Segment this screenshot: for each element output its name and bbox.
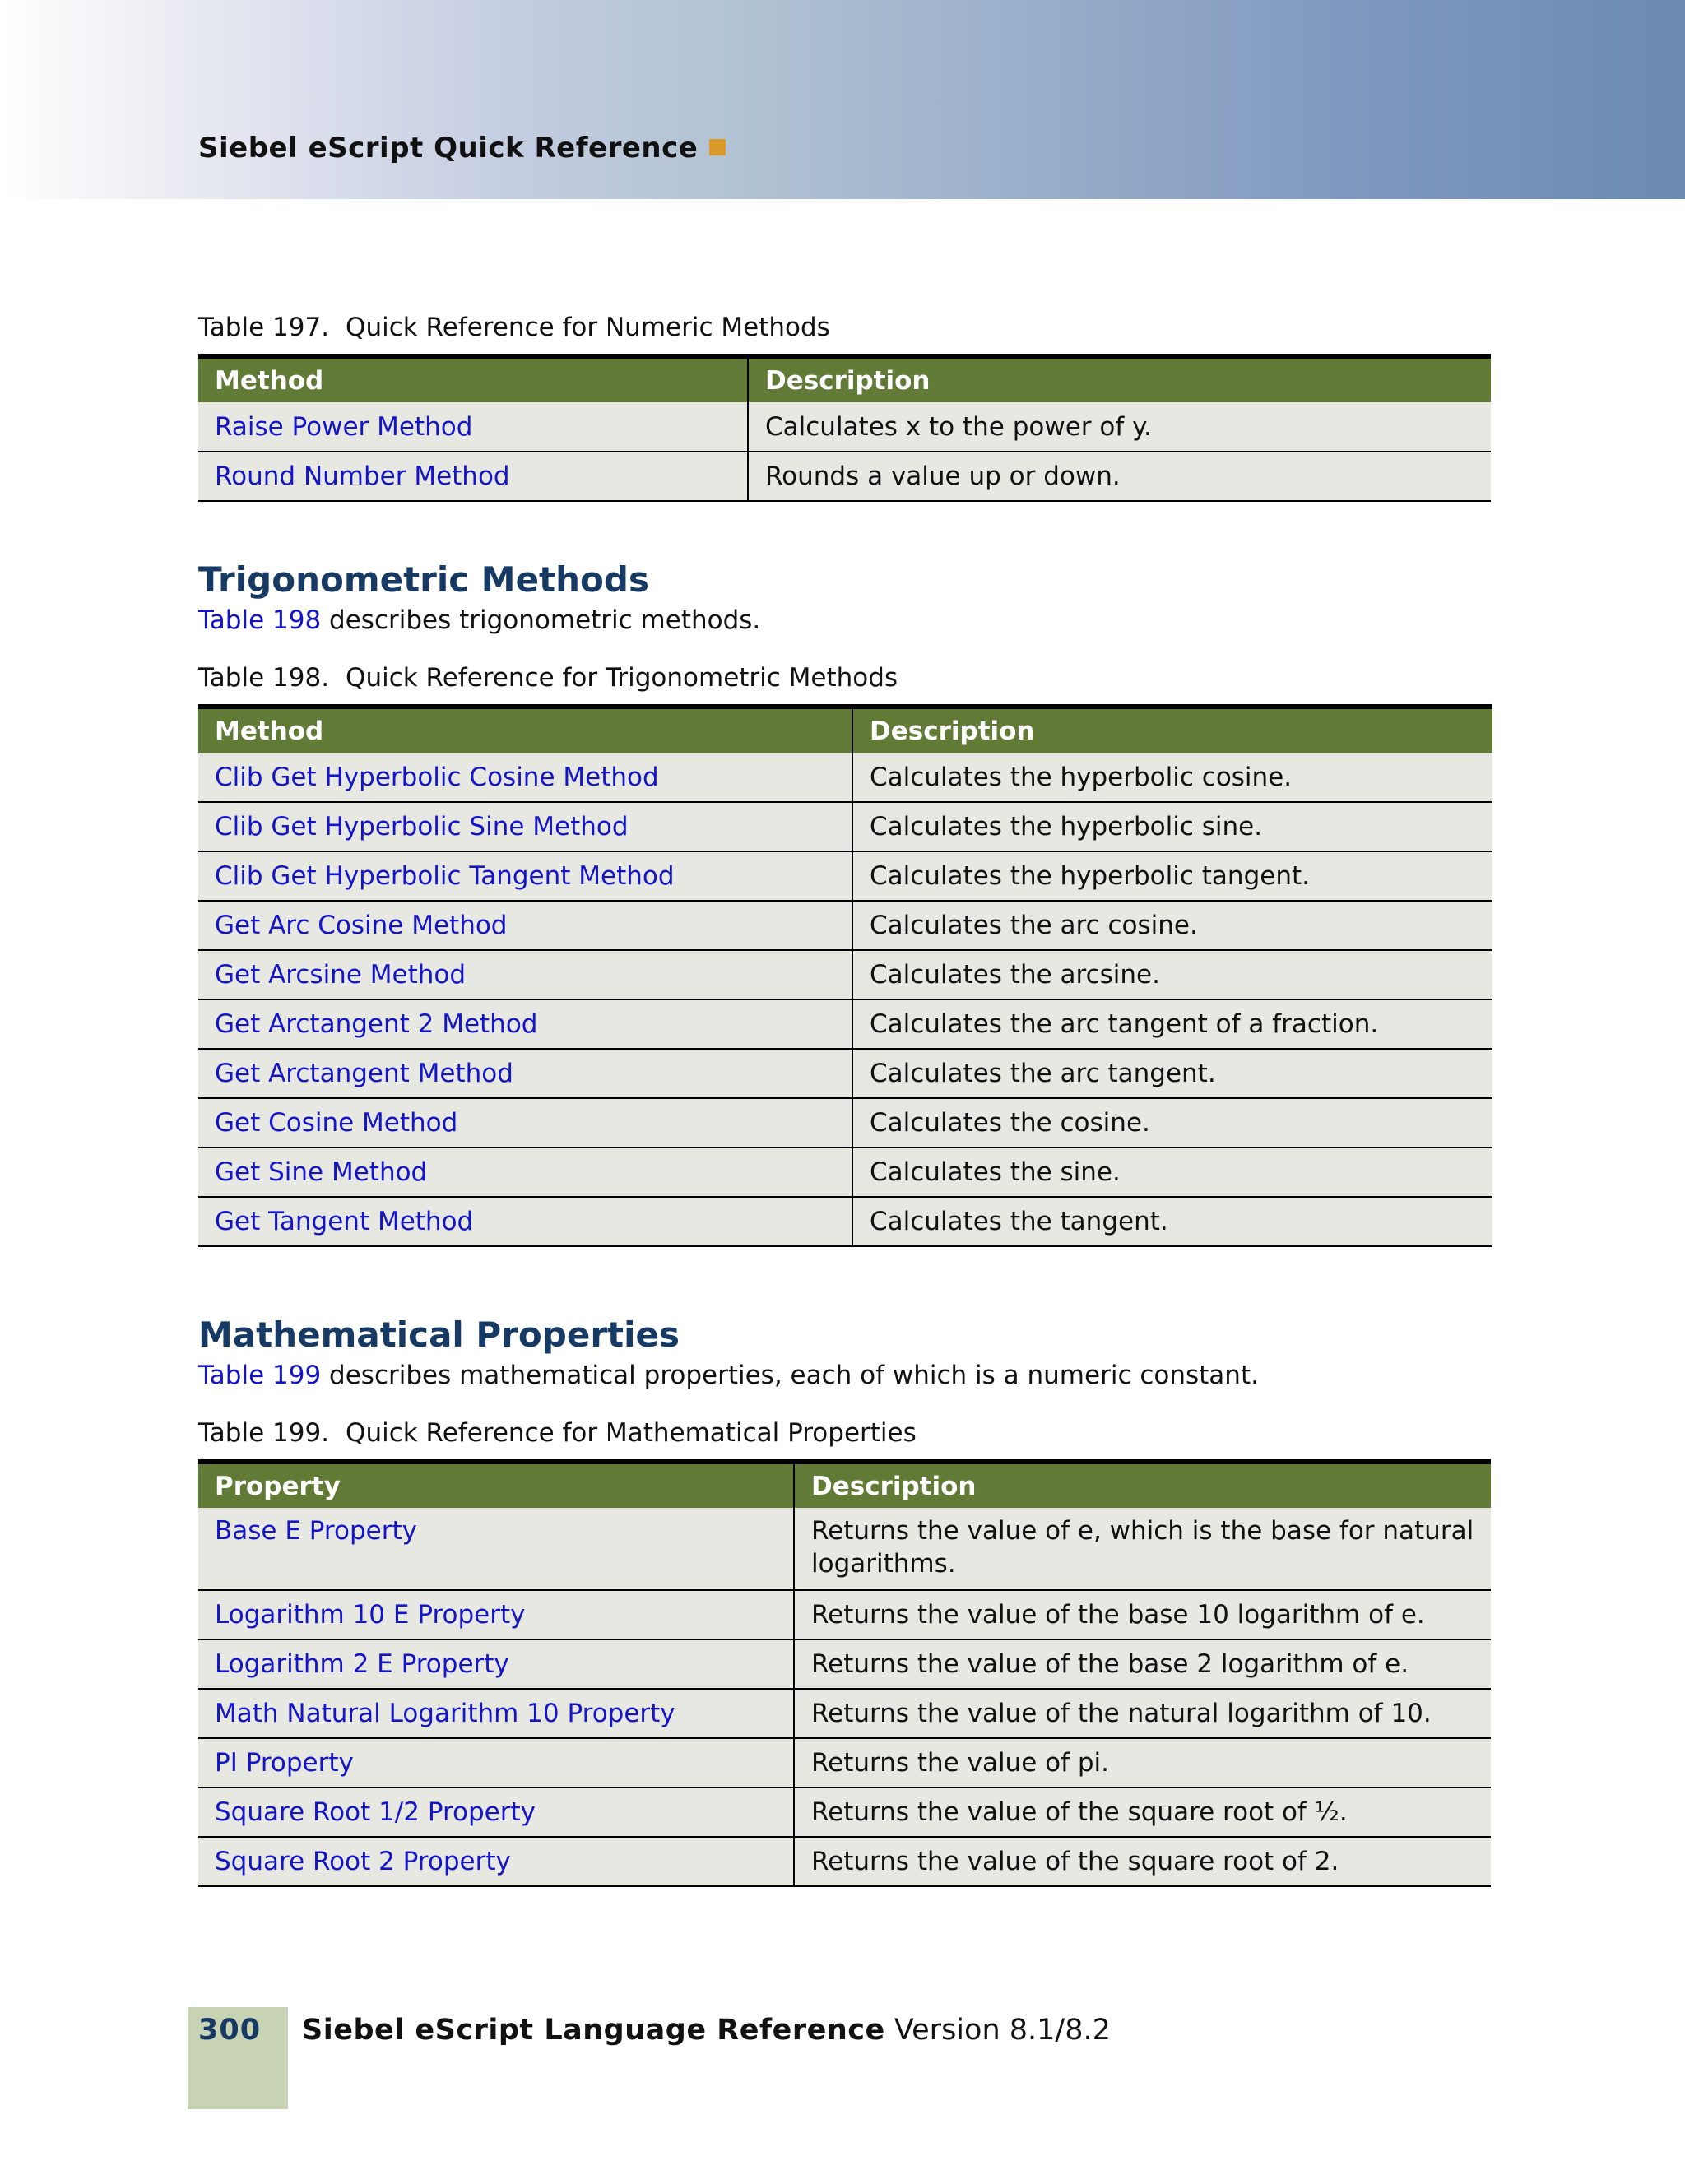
- description-cell: Calculates the hyperbolic sine.: [852, 802, 1492, 851]
- description-cell: Returns the value of the natural logarithm of 10.: [794, 1689, 1491, 1738]
- table-row: [198, 1788, 1491, 1837]
- description-cell: Calculates the sine.: [852, 1148, 1492, 1197]
- method-link[interactable]: Clib Get Hyperbolic Sine Method: [198, 802, 852, 851]
- book-title: Siebel eScript Language Reference: [302, 2014, 885, 2047]
- method-link[interactable]: Get Arc Cosine Method: [198, 901, 852, 950]
- section-heading-mathematical: Mathematical Properties: [198, 1315, 680, 1355]
- property-link[interactable]: Square Root 2 Property: [198, 1837, 794, 1886]
- description-cell: Calculates the hyperbolic tangent.: [852, 851, 1492, 901]
- property-link[interactable]: Square Root 1/2 Property: [198, 1788, 794, 1837]
- book-version: Version 8.1/8.2: [884, 2014, 1111, 2047]
- description-cell: Returns the value of the square root of ½.: [794, 1788, 1491, 1837]
- table-198-caption: [198, 663, 898, 693]
- table-row: [198, 1837, 1491, 1886]
- property-link[interactable]: Logarithm 10 E Property: [198, 1590, 794, 1639]
- table-row: [198, 1049, 1492, 1098]
- trig-intro: [198, 605, 760, 635]
- description-cell: Returns the value of pi.: [794, 1738, 1491, 1788]
- description-cell: Calculates the arc cosine.: [852, 901, 1492, 950]
- method-link[interactable]: Clib Get Hyperbolic Tangent Method: [198, 851, 852, 901]
- description-cell: Calculates the arc tangent.: [852, 1049, 1492, 1098]
- page-number: 300: [198, 2014, 262, 2047]
- table-199-number: Table 199.: [198, 1418, 330, 1448]
- description-cell: Returns the value of the base 10 logarithm of e.: [794, 1590, 1491, 1639]
- table-197-caption: [198, 313, 830, 342]
- table-197-number: Table 197.: [198, 313, 330, 342]
- table-header-row: [198, 1462, 1491, 1508]
- description-cell: Calculates x to the power of y.: [748, 402, 1491, 452]
- description-cell: Returns the value of the base 2 logarithm of e.: [794, 1639, 1491, 1689]
- property-link[interactable]: Logarithm 2 E Property: [198, 1639, 794, 1689]
- table-row: [198, 851, 1492, 901]
- table-199-caption: [198, 1418, 917, 1448]
- description-cell: Calculates the arcsine.: [852, 950, 1492, 999]
- table-row: [198, 999, 1492, 1049]
- table-198: [198, 704, 1492, 1247]
- section-heading-trigonometric: Trigonometric Methods: [198, 559, 649, 600]
- method-link[interactable]: Get Arctangent 2 Method: [198, 999, 852, 1049]
- description-cell: Rounds a value up or down.: [748, 452, 1491, 501]
- table-row: [198, 452, 1491, 501]
- table-row: [198, 1689, 1491, 1738]
- table-198-link[interactable]: Table 198: [198, 605, 322, 635]
- table-198-title: Quick Reference for Trigonometric Methods: [346, 663, 898, 693]
- method-link[interactable]: Get Cosine Method: [198, 1098, 852, 1148]
- math-intro: [198, 1361, 1259, 1390]
- table-row: [198, 901, 1492, 950]
- description-cell: Calculates the cosine.: [852, 1098, 1492, 1148]
- description-cell: Calculates the tangent.: [852, 1197, 1492, 1246]
- column-header: Description: [794, 1462, 1491, 1508]
- table-row: [198, 1197, 1492, 1246]
- column-header: Description: [852, 707, 1492, 753]
- table-row: [198, 1098, 1492, 1148]
- column-header: Method: [198, 356, 748, 402]
- method-link[interactable]: Get Arcsine Method: [198, 950, 852, 999]
- table-row: [198, 1148, 1492, 1197]
- column-header: Method: [198, 707, 852, 753]
- method-link[interactable]: Clib Get Hyperbolic Cosine Method: [198, 753, 852, 802]
- property-link[interactable]: Math Natural Logarithm 10 Property: [198, 1689, 794, 1738]
- footer-title: [302, 2014, 1111, 2047]
- description-cell: Calculates the arc tangent of a fraction.: [852, 999, 1492, 1049]
- method-link[interactable]: Round Number Method: [198, 452, 748, 501]
- table-row: [198, 950, 1492, 999]
- table-header-row: [198, 356, 1491, 402]
- orange-square-icon: [709, 139, 726, 155]
- column-header: Property: [198, 1462, 794, 1508]
- table-197: [198, 354, 1491, 502]
- table-199-link[interactable]: Table 199: [198, 1361, 322, 1390]
- table-row: [198, 1639, 1491, 1689]
- trig-intro-text: describes trigonometric methods.: [321, 605, 761, 635]
- table-row: [198, 802, 1492, 851]
- running-header: [198, 132, 726, 165]
- math-intro-text: describes mathematical properties, each of which is a numeric constant.: [321, 1361, 1259, 1390]
- column-header: Description: [748, 356, 1491, 402]
- table-header-row: [198, 707, 1492, 753]
- table-199: [198, 1459, 1491, 1887]
- table-198-number: Table 198.: [198, 663, 330, 693]
- table-row: [198, 1508, 1491, 1590]
- running-header-text: Siebel eScript Quick Reference: [198, 132, 699, 165]
- description-cell: Returns the value of the square root of 2.: [794, 1837, 1491, 1886]
- description-cell: Returns the value of e, which is the base for natural logarithms.: [794, 1508, 1491, 1590]
- property-link[interactable]: PI Property: [198, 1738, 794, 1788]
- method-link[interactable]: Raise Power Method: [198, 402, 748, 452]
- table-row: [198, 1590, 1491, 1639]
- description-cell: Calculates the hyperbolic cosine.: [852, 753, 1492, 802]
- table-199-title: Quick Reference for Mathematical Properties: [346, 1418, 917, 1448]
- property-link[interactable]: Base E Property: [198, 1508, 794, 1590]
- header-band: [0, 0, 1685, 199]
- table-row: [198, 1738, 1491, 1788]
- method-link[interactable]: Get Sine Method: [198, 1148, 852, 1197]
- method-link[interactable]: Get Arctangent Method: [198, 1049, 852, 1098]
- table-row: [198, 753, 1492, 802]
- table-197-title: Quick Reference for Numeric Methods: [346, 313, 830, 342]
- table-row: [198, 402, 1491, 452]
- method-link[interactable]: Get Tangent Method: [198, 1197, 852, 1246]
